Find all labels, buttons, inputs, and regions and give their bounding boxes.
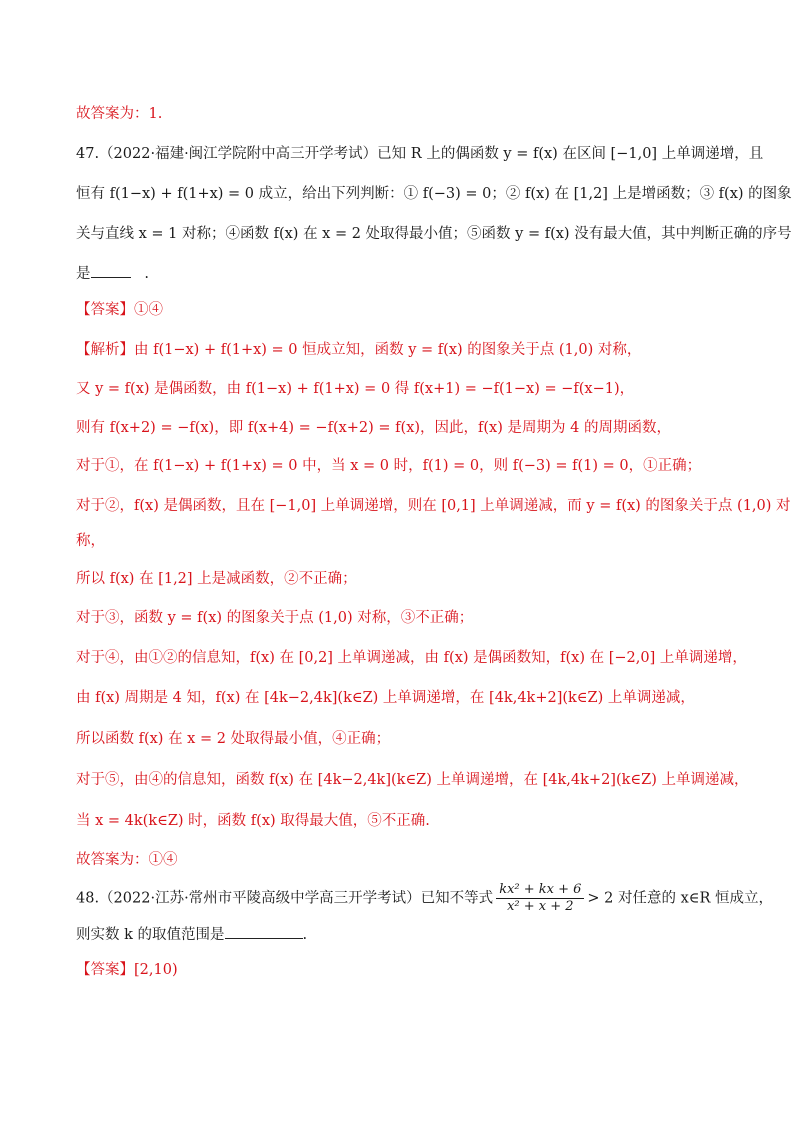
analysis-line-13: 当 x = 4k(k∈Z) 时，函数 f(x) 取得最大值，⑤不正确. xyxy=(76,813,430,829)
q47-line-4 xyxy=(76,263,736,284)
q48-fraction xyxy=(496,882,584,915)
q48-line-2 xyxy=(76,924,736,945)
analysis-line-7: 所以 f(x) 在 [1,2] 上是减函数，②不正确； xyxy=(76,571,357,587)
q48-ask: 则实数 k 的取值范围是 xyxy=(76,927,225,943)
q48-line-1 xyxy=(76,882,774,915)
answer-label: 【答案】①④ xyxy=(76,302,163,318)
analysis-line-5: 对于②，f(x) 是偶函数，且在 [−1,0] 上单调递增，则在 [0,1] 上单调递减，而 y = f(x) 的图象关于点 (1,0) 对 xyxy=(76,498,791,514)
q47-shi: 是 xyxy=(76,266,91,282)
q48-condition: > 2 对任意的 x∈R 恒成立， xyxy=(587,890,774,907)
analysis-line-4: 对于①，在 f(1−x) + f(1+x) = 0 中，当 x = 0 时，f(1) = 0，则 f(−3) = f(1) = 0，①正确； xyxy=(76,458,702,474)
answer-blank xyxy=(225,924,303,939)
answer-blank xyxy=(91,263,131,278)
q48-text: 48.（2022·江苏·常州市平陵高级中学高三开学考试）已知不等式 xyxy=(76,890,494,907)
q47-line-1: 47.（2022·福建·闽江学院附中高三开学考试）已知 R 上的偶函数 y = f(x) 在区间 [−1,0] 上单调递增，且 xyxy=(76,146,764,162)
answer-line-46 xyxy=(76,104,736,124)
analysis-line-2: 又 y = f(x) 是偶函数，由 f(1−x) + f(1+x) = 0 得 f(x+1) = −f(1−x) = −f(x−1)， xyxy=(76,381,635,397)
q48-period: . xyxy=(302,927,308,943)
analysis-line-3: 则有 f(x+2) = −f(x)，即 f(x+4) = −f(x+2) = f(x)，因此，f(x) 是周期为 4 的周期函数， xyxy=(76,420,671,436)
analysis-line-12: 对于⑤，由④的信息知，函数 f(x) 在 [4k−2,4k](k∈Z) 上单调递增，在 [4k,4k+2](k∈Z) 上单调递减， xyxy=(76,772,749,788)
analysis-line-9: 对于④，由①②的信息知，f(x) 在 [0,2] 上单调递减，由 f(x) 是偶函数知，f(x) 在 [−2,0] 上单调递增， xyxy=(76,650,747,666)
analysis-line-8: 对于③，函数 y = f(x) 的图象关于点 (1,0) 对称，③不正确； xyxy=(76,610,474,626)
q47-line-3: 关与直线 x = 1 对称；④函数 f(x) 在 x = 2 处取得最小值；⑤函数 y = f(x) 没有最大值，其中判断正确的序号 xyxy=(76,226,792,242)
q47-period: . xyxy=(144,266,149,282)
answer-text: 故答案为：1. xyxy=(76,106,163,122)
q47-line-2: 恒有 f(1−x) + f(1+x) = 0 成立，给出下列判断：① f(−3) = 0；② f(x) 在 [1,2] 上是增函数；③ f(x) 的图象 xyxy=(76,186,792,202)
fraction-denominator: x² + x + 2 xyxy=(507,899,574,914)
analysis-line-6: 称， xyxy=(76,533,105,549)
analysis-line-11: 所以函数 f(x) 在 x = 2 处取得最小值，④正确； xyxy=(76,731,391,747)
fraction-numerator: kx² + kx + 6 xyxy=(496,882,584,899)
answer-label-48: 【答案】[2,10) xyxy=(76,962,178,978)
answer-line-47: 故答案为：①④ xyxy=(76,852,178,868)
analysis-line-10: 由 f(x) 周期是 4 知，f(x) 在 [4k−2,4k](k∈Z) 上单调递增，在 [4k,4k+2](k∈Z) 上单调递减， xyxy=(76,690,695,706)
analysis-line-1: 【解析】由 f(1−x) + f(1+x) = 0 恒成立知，函数 y = f(x) 的图象关于点 (1,0) 对称， xyxy=(76,342,642,358)
